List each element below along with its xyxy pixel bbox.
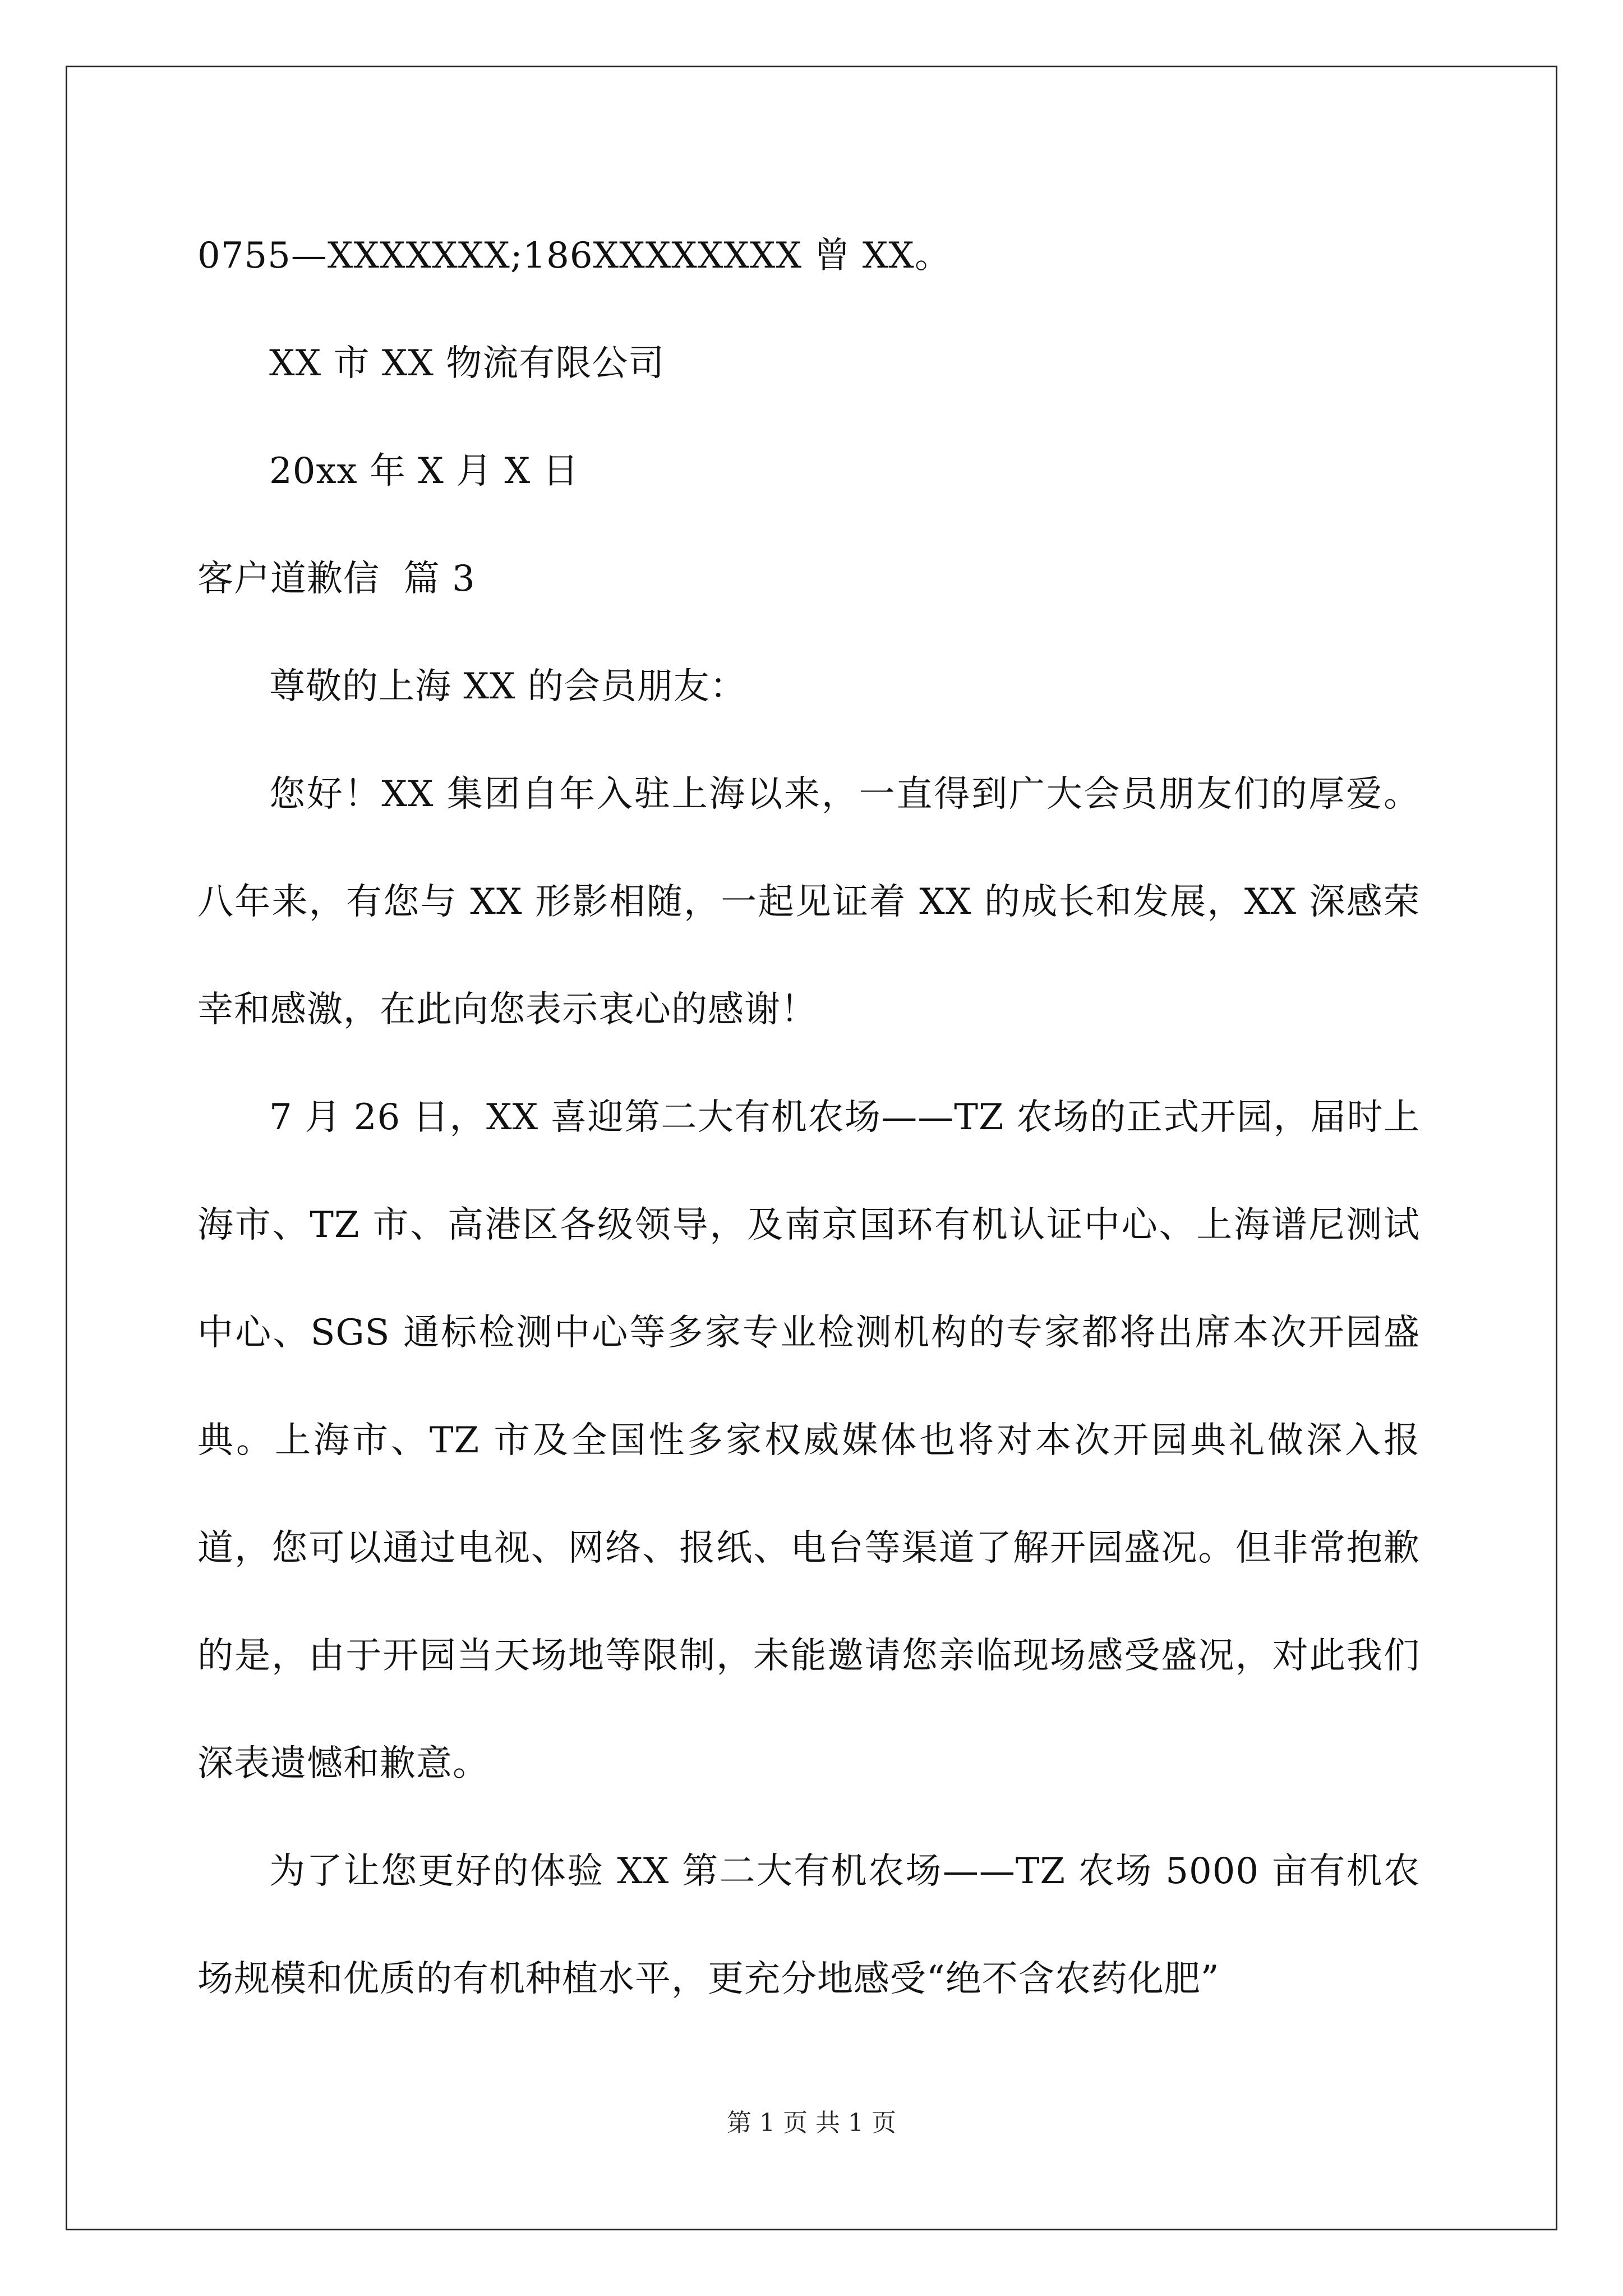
paragraph-2: 7 月 26 日，XX 喜迎第二大有机农场——TZ 农场的正式开园，届时上海市、TZ 市、高港区各级领导，及南京国环有机认证中心、上海谱尼测试中心、SGS 通标检测中心等多家专业检测机构的专家都将出席本次开园盛典。上海市、TZ 市及全国性多家权威媒体也将对本次开园典礼做深入报道，您可以通过电视、网络、报纸、电台等渠道了解开园盛况。但非常抱歉的是，由于开园当天场地等限制，未能邀请您亲临现场感受盛况，对此我们深表遗憾和歉意。 <box>197 1097 1420 1784</box>
section-title: 客户道歉信 篇 3 <box>197 558 476 600</box>
contact-line: 0755—XXXXXXX;186XXXXXXXX 曾 XX。 <box>197 235 951 277</box>
company-name: XX 市 XX 物流有限公司 <box>269 343 665 384</box>
document-body <box>197 202 1420 2033</box>
page-footer: 第 1 页 共 1 页 <box>727 2109 896 2137</box>
paragraph-1: 您好！XX 集团自年入驻上海以来，一直得到广大会员朋友们的厚爱。八年来，有您与 XX 形影相随，一起见证着 XX 的成长和发展，XX 深感荣幸和感激，在此向您表示衷心的感谢！ <box>197 774 1420 1030</box>
paragraph-3: 为了让您更好的体验 XX 第二大有机农场——TZ 农场 5000 亩有机农场规模和优质的有机种植水平，更充分地感受“绝不含农药化肥” <box>197 1851 1420 2000</box>
salutation: 尊敬的上海 XX 的会员朋友： <box>269 666 746 707</box>
letter-date: 20xx 年 X 月 X 日 <box>269 450 579 492</box>
